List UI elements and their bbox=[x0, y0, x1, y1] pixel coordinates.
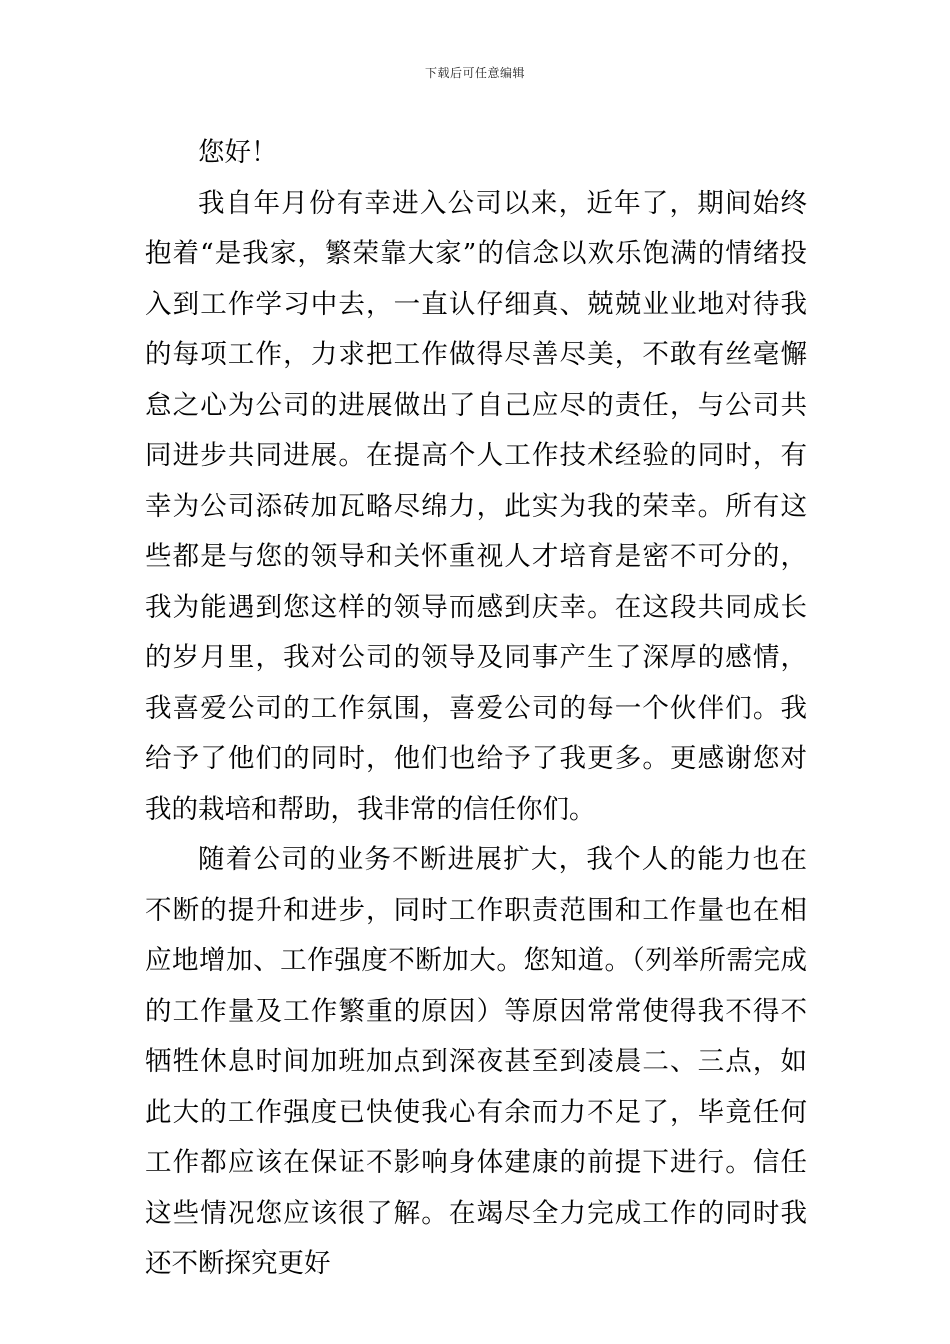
letter-greeting: 您好！ bbox=[198, 137, 278, 168]
letter-body bbox=[145, 128, 807, 1290]
letter-paragraph-1: 我自年月份有幸进入公司以来，近年了，期间始终抱着“是我家，繁荣靠大家”的信念以欢乐饱满的情绪投入到工作学习中去，一直认仔细真、兢兢业业地对待我的每项工作，力求把工作做得尽善尽美，不敢有丝毫懈怠之心为公司的进展做出了自己应尽的责任，与公司共同进步共同进展。在提高个人工作技术经验的同时，有幸为公司添砖加瓦略尽绵力，此实为我的荣幸。所有这些都是与您的领导和关怀重视人才培育是密不可分的，我为能遇到您这样的领导而感到庆幸。在这段共同成长的岁月里，我对公司的领导及同事产生了深厚的感情，我喜爱公司的工作氛围，喜爱公司的每一个伙伴们。我给予了他们的同时，他们也给予了我更多。更感谢您对我的栽培和帮助，我非常的信任你们。 bbox=[145, 187, 807, 825]
page-header-note: 下载后可任意编辑 bbox=[424, 66, 525, 80]
letter-paragraph-2: 随着公司的业务不断进展扩大，我个人的能力也在不断的提升和进步，同时工作职责范围和工作量也在相应地增加、工作强度不断加大。您知道。（列举所需完成的工作量及工作繁重的原因）等原因常常使得我不得不牺牲休息时间加班加点到深夜甚至到凌晨二、三点，如此大的工作强度已快使我心有余而力不足了，毕竟任何工作都应该在保证不影响身体建康的前提下进行。信任这些情况您应该很了解。在竭尽全力完成工作的同时我还不断探究更好 bbox=[145, 844, 807, 1279]
